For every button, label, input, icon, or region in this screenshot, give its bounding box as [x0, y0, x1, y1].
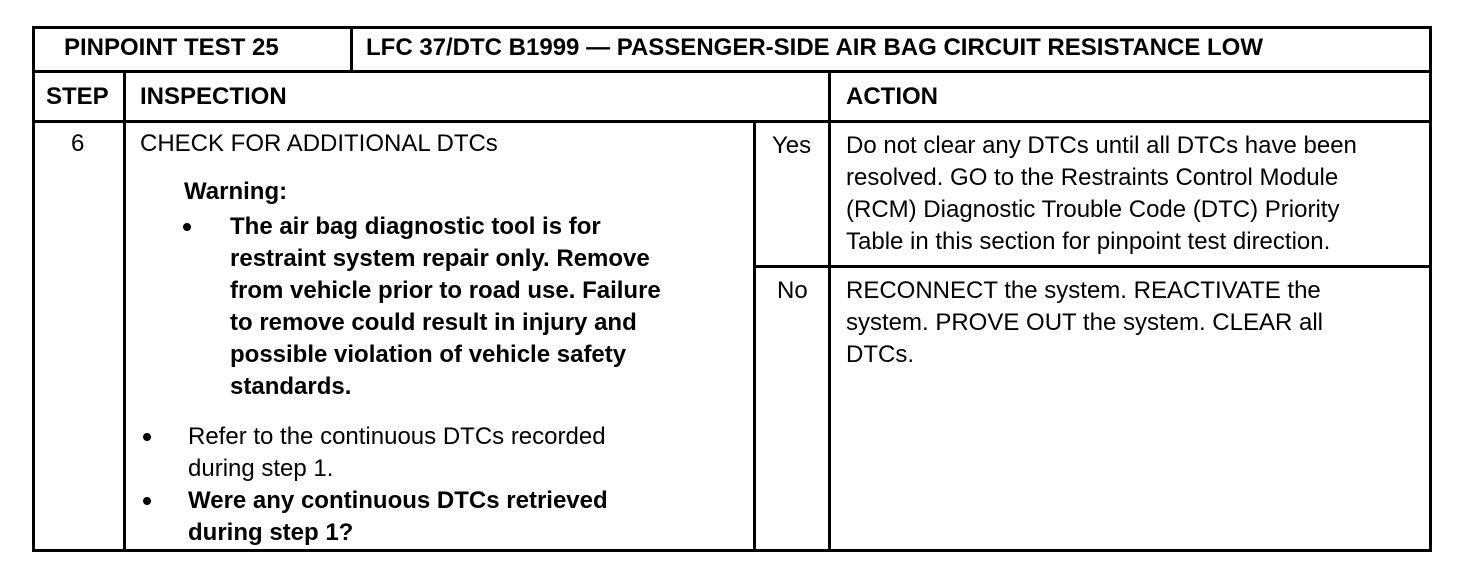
- answer-yes-label: Yes: [772, 132, 812, 159]
- step-column-divider: [123, 70, 126, 552]
- question-line: during step 1?: [188, 519, 354, 546]
- warning-line: restraint system repair only. Remove: [230, 245, 650, 272]
- warning-line: possible violation of vehicle safety: [230, 341, 627, 368]
- warning-line: The air bag diagnostic tool is for: [230, 213, 601, 240]
- header-divider: [32, 70, 1432, 73]
- header-title-divider: [350, 26, 353, 72]
- warning-line: from vehicle prior to road use. Failure: [230, 277, 661, 304]
- test-label: PINPOINT TEST 25: [64, 34, 279, 61]
- bullet-icon: [143, 433, 151, 441]
- yes-action-line: Table in this section for pinpoint test direction.: [846, 228, 1331, 255]
- no-action-line: RECONNECT the system. REACTIVATE the: [846, 277, 1321, 304]
- warning-line: standards.: [230, 373, 352, 400]
- step-number: 6: [71, 130, 85, 157]
- column-header-inspection: INSPECTION: [140, 83, 287, 110]
- refer-line: Refer to the continuous DTCs recorded: [188, 423, 606, 450]
- answer-no-label: No: [777, 277, 808, 304]
- action-column-divider: [828, 70, 831, 552]
- refer-line: during step 1.: [188, 455, 334, 482]
- warning-bullet-icon: [183, 223, 191, 231]
- no-action-line: DTCs.: [846, 341, 914, 368]
- warning-line: to remove could result in injury and: [230, 309, 637, 336]
- test-title: LFC 37/DTC B1999 — PASSENGER-SIDE AIR BAG CIRCUIT RESISTANCE LOW: [366, 34, 1263, 61]
- column-header-action: ACTION: [846, 83, 938, 110]
- answer-column-divider: [753, 120, 756, 552]
- yes-no-divider: [754, 265, 1432, 268]
- check-title: CHECK FOR ADDITIONAL DTCs: [140, 130, 498, 157]
- warning-label: Warning:: [184, 178, 288, 205]
- yes-action-line: resolved. GO to the Restraints Control Module: [846, 164, 1339, 191]
- column-header-divider: [32, 120, 1432, 123]
- bullet-icon: [143, 497, 151, 505]
- column-header-step: STEP: [46, 83, 109, 110]
- yes-action-line: Do not clear any DTCs until all DTCs have been: [846, 132, 1357, 159]
- no-action-line: system. PROVE OUT the system. CLEAR all: [846, 309, 1324, 336]
- question-line: Were any continuous DTCs retrieved: [188, 487, 608, 514]
- yes-action-line: (RCM) Diagnostic Trouble Code (DTC) Priority: [846, 196, 1340, 223]
